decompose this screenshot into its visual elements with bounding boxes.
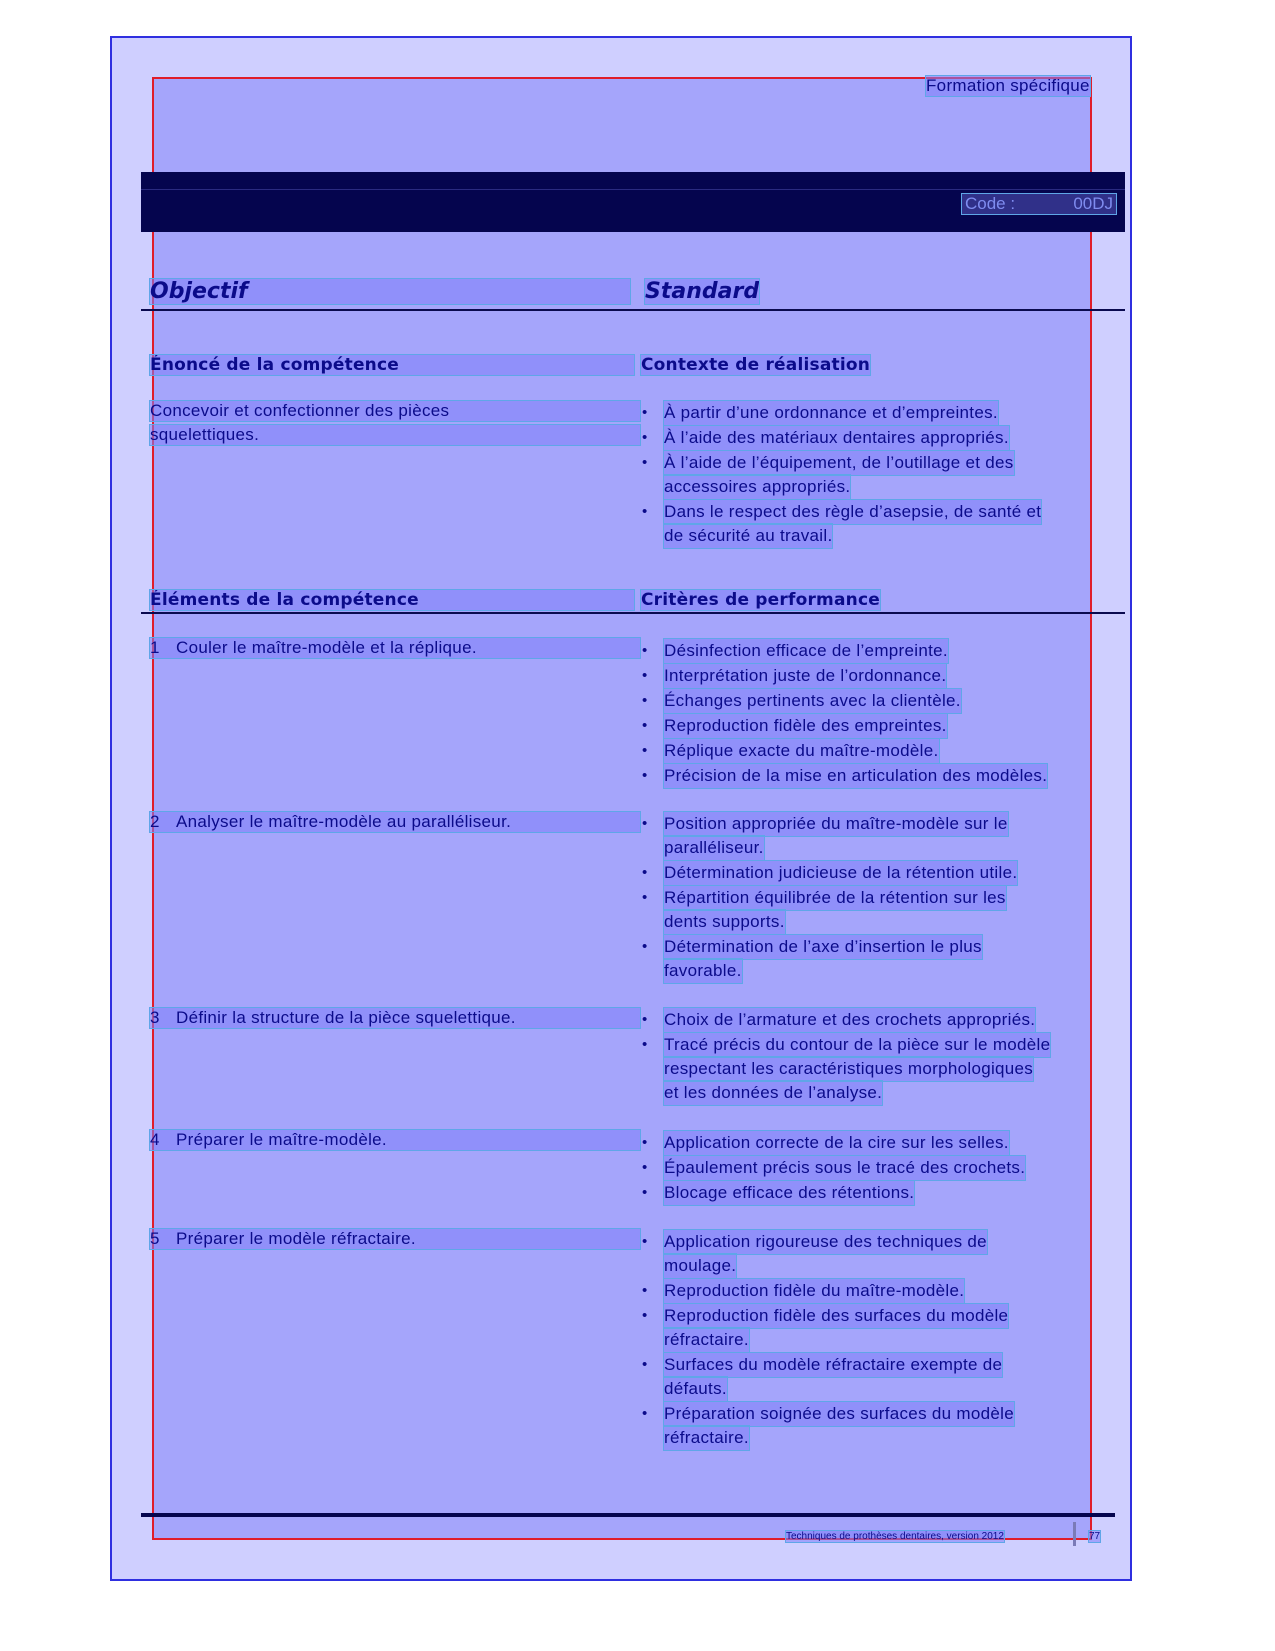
element-item: [150, 1130, 640, 1150]
bullet-text: Dans le respect des règle d’asepsie, de santé et: [664, 500, 1041, 524]
element-item: [150, 1008, 640, 1028]
bullet-item: [642, 1279, 965, 1303]
bullet-icon: •: [642, 1011, 648, 1028]
bullet-icon: •: [642, 1356, 648, 1373]
bullet-text: Reproduction fidèle des empreintes.: [664, 714, 947, 738]
bullet-item: [642, 764, 1048, 788]
bullet-text: réfractaire.: [664, 1328, 749, 1352]
element-text: Analyser le maître-modèle au paralléliseur.: [176, 812, 512, 831]
statement-heading: Énoncé de la compétence: [150, 355, 634, 375]
bullet-item: [642, 739, 939, 763]
bullet-text: Détermination de l’axe d’insertion le plus: [664, 935, 982, 959]
bullet-text: Blocage efficace des rétentions.: [664, 1181, 914, 1205]
bullet-item: [642, 639, 948, 663]
elements-rule: [141, 612, 1125, 614]
bullet-item: [642, 1131, 1009, 1155]
bullet-text: À l’aide de l’équipement, de l’outillage et des: [664, 451, 1014, 475]
bullet-item: [642, 401, 998, 425]
element-text: Définir la structure de la pièce squelettique.: [176, 1008, 516, 1027]
bullet-text: Choix de l’armature et des crochets appropriés.: [664, 1008, 1035, 1032]
bullet-text: Application rigoureuse des techniques de: [664, 1230, 987, 1254]
elements-heading: Éléments de la compétence: [150, 590, 634, 610]
bullet-text: réfractaire.: [664, 1426, 749, 1450]
bullet-icon: •: [642, 642, 648, 659]
bullet-text: Détermination judicieuse de la rétention utile.: [664, 861, 1017, 885]
bullet-icon: •: [642, 1282, 648, 1299]
bullet-item: [642, 689, 961, 713]
bullet-text: Tracé précis du contour de la pièce sur le modèle: [664, 1033, 1050, 1057]
context-heading: Contexte de réalisation: [641, 355, 871, 375]
element-text: Couler le maître-modèle et la réplique.: [176, 638, 477, 657]
bullet-icon: •: [642, 1307, 648, 1324]
bullet-text: Application correcte de la cire sur les selles.: [664, 1131, 1009, 1155]
bullet-item: [642, 1230, 987, 1278]
bullet-text: défauts.: [664, 1377, 727, 1401]
bullet-item: [642, 426, 1009, 450]
bullet-icon: •: [642, 503, 648, 520]
bullet-item: [642, 1033, 1051, 1105]
element-number: 2: [150, 812, 160, 831]
bullet-text: Interprétation juste de l’ordonnance.: [664, 664, 946, 688]
bullet-icon: •: [642, 938, 648, 955]
element-text: Préparer le maître-modèle.: [176, 1130, 387, 1149]
bullet-item: [642, 451, 1014, 499]
bullet-icon: •: [642, 767, 648, 784]
bullet-icon: •: [642, 404, 648, 421]
element-number: 3: [150, 1008, 160, 1027]
bullet-text: Répartition équilibrée de la rétention sur les: [664, 886, 1006, 910]
bullet-item: [642, 1008, 1036, 1032]
bullet-icon: •: [642, 1159, 648, 1176]
footer-separator: [1073, 1522, 1076, 1546]
bullet-text: moulage.: [664, 1254, 736, 1278]
bullet-icon: •: [642, 742, 648, 759]
bullet-text: Précision de la mise en articulation des modèles.: [664, 764, 1047, 788]
bullet-item: [642, 935, 982, 983]
element-item: [150, 638, 640, 658]
bullet-item: [642, 861, 1018, 885]
bullet-text: respectant les caractéristiques morphologiques: [664, 1057, 1033, 1081]
bullet-text: À l’aide des matériaux dentaires appropriés.: [664, 426, 1009, 450]
bullet-text: dents supports.: [664, 910, 785, 934]
bullet-item: [642, 500, 1042, 548]
bullet-item: [642, 886, 1006, 934]
bullet-item: [642, 1353, 1003, 1401]
bullet-icon: •: [642, 1036, 648, 1053]
program-label: Formation spécifique: [926, 76, 1090, 95]
bullet-icon: •: [642, 717, 648, 734]
bullet-item: [642, 664, 947, 688]
statement-text: Concevoir et confectionner des pièces: [150, 401, 640, 421]
bullet-icon: •: [642, 864, 648, 881]
bullet-text: accessoires appropriés.: [664, 475, 850, 499]
bullet-text: de sécurité au travail.: [664, 524, 832, 548]
code-label: Code :: [965, 194, 1016, 213]
bullet-text: Désinfection efficace de l’empreinte.: [664, 639, 948, 663]
bullet-item: [642, 1181, 915, 1205]
footer-rule: [141, 1513, 1115, 1517]
bullet-text: et les données de l’analyse.: [664, 1081, 882, 1105]
bullet-text: Position appropriée du maître-modèle sur le: [664, 812, 1008, 836]
bullet-text: Réplique exacte du maître-modèle.: [664, 739, 939, 763]
criteria-heading: Critères de performance: [641, 590, 880, 610]
bullet-icon: •: [642, 1184, 648, 1201]
element-number: 4: [150, 1130, 160, 1149]
bullet-text: Reproduction fidèle des surfaces du modèle: [664, 1304, 1008, 1328]
bullet-item: [642, 714, 947, 738]
bullet-item: [642, 1156, 1026, 1180]
code-box: [962, 194, 1116, 214]
bullet-icon: •: [642, 667, 648, 684]
element-text: Préparer le modèle réfractaire.: [176, 1229, 416, 1248]
statement-text-cont: squelettiques.: [150, 425, 640, 445]
bullet-text: À partir d’une ordonnance et d’empreintes.: [664, 401, 998, 425]
objective-title: Objectif: [150, 279, 630, 304]
element-number: 1: [150, 638, 160, 657]
bullet-icon: •: [642, 815, 648, 832]
bullet-icon: •: [642, 692, 648, 709]
bullet-icon: •: [642, 454, 648, 471]
bullet-text: Échanges pertinents avec la clientèle.: [664, 689, 961, 713]
standard-title: Standard: [645, 279, 760, 304]
bullet-icon: •: [642, 1134, 648, 1151]
footer-text: Techniques de prothèses dentaires, version 2012: [786, 1531, 1004, 1542]
bullet-text: paralléliseur.: [664, 836, 764, 860]
bullet-icon: •: [642, 429, 648, 446]
title-rule: [141, 309, 1125, 311]
code-value: 00DJ: [1073, 194, 1113, 213]
bullet-text: Reproduction fidèle du maître-modèle.: [664, 1279, 964, 1303]
bullet-text: Préparation soignée des surfaces du modèle: [664, 1402, 1014, 1426]
element-item: [150, 812, 640, 832]
element-item: [150, 1229, 640, 1249]
bullet-text: favorable.: [664, 959, 742, 983]
bullet-icon: •: [642, 1233, 648, 1250]
bullet-icon: •: [642, 1405, 648, 1422]
page-number: 77: [1089, 1531, 1101, 1542]
element-number: 5: [150, 1229, 160, 1248]
bullet-item: [642, 812, 1008, 860]
bullet-text: Épaulement précis sous le tracé des crochets.: [664, 1156, 1025, 1180]
bullet-text: Surfaces du modèle réfractaire exempte de: [664, 1353, 1002, 1377]
bullet-icon: •: [642, 889, 648, 906]
bullet-item: [642, 1304, 1009, 1352]
banner-divider: [141, 189, 1125, 190]
bullet-item: [642, 1402, 1014, 1450]
